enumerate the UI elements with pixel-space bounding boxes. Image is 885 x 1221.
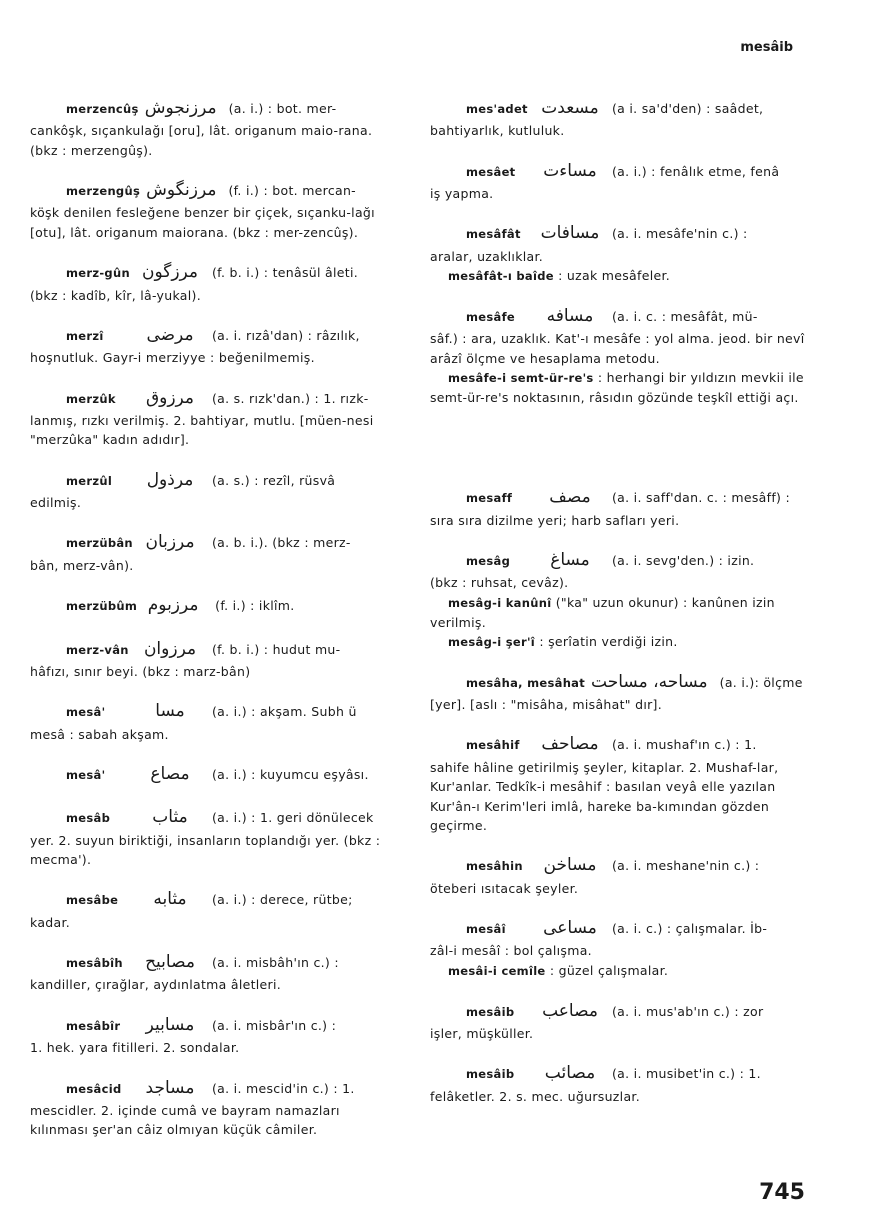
definition-start: (a. i.) : bot. mer- (228, 101, 337, 116)
sub-entry (430, 266, 806, 286)
headword: merzûk (66, 391, 116, 406)
definition-continuation: cankôşk, sıçankulağı [oru], lât. origanum maio-rana. (bkz : merzengûş). (30, 123, 373, 158)
definition-continuation: edilmiş. (30, 495, 82, 511)
entry-first-line (30, 636, 402, 662)
entry-first-line (430, 669, 806, 695)
sub-entry (430, 961, 806, 981)
headword: mesaff (466, 491, 513, 506)
entry-first-line (30, 761, 402, 787)
entry-first-line (430, 998, 806, 1024)
definition-start: (a. i.) : kuyumcu eşyâsı. (212, 766, 369, 782)
entry-first-line (30, 698, 402, 724)
definition-start: (f. i.) : iklîm. (215, 598, 295, 614)
entry-first-line (430, 547, 806, 573)
definition-start: (a. i.) : derece, rütbe; (212, 892, 353, 908)
definition-start: (a. i. mushaf'ın c.) : 1. (612, 737, 757, 753)
headword: merzübân (66, 536, 133, 551)
dictionary-entry (430, 547, 806, 652)
headword: merzûl (66, 473, 113, 488)
arabic-script: مثاب (152, 807, 188, 828)
definition-continuation: kadar. (30, 914, 71, 930)
definition-continuation: mesâ : sabah akşam. (30, 726, 169, 742)
arabic-script: مسافه (546, 305, 594, 326)
headword: merz-gûn (66, 266, 130, 281)
definition-continuation: köşk denilen fesleğene benzer bir çiçek, sıçanku-lağı [otu], lât. origanum maiorana. (bkz : mer-zencûş). (30, 205, 375, 240)
headword: mesâbîr (66, 1018, 121, 1033)
dictionary-entry (30, 886, 402, 932)
definition-continuation: lanmış, rızkı verilmiş. 2. bahtiyar, mutlu. [müen-nesi "merzûka" kadın adıdır]. (30, 412, 374, 448)
definition-start: (a. i. musibet'in c.) : 1. (612, 1066, 761, 1082)
headword: mesâfe (466, 309, 515, 324)
entry-first-line (30, 95, 402, 121)
headword: mesâib (466, 1067, 515, 1082)
arabic-script: مساغ (550, 549, 590, 570)
definition-continuation: (bkz : ruhsat, cevâz). (430, 575, 569, 591)
arabic-script: مصاع (150, 763, 190, 784)
headword: mesâî (466, 921, 506, 936)
left-column (30, 95, 402, 1157)
definition-continuation: felâketler. 2. s. mec. uğursuzlar. (430, 1088, 640, 1104)
entry-first-line (30, 804, 402, 830)
definition-continuation: bân, merz-vân). (30, 557, 134, 573)
arabic-script: مساءت (543, 160, 597, 181)
arabic-script: مثابه (153, 889, 187, 910)
headword: merzencûş (66, 102, 139, 116)
running-head: mesâib (740, 40, 793, 55)
dictionary-entry (430, 220, 806, 286)
arabic-script: مرزگون (141, 262, 199, 283)
arabic-script: مسعدت (541, 98, 599, 118)
headword: merz-vân (66, 642, 129, 657)
entry-first-line (430, 220, 806, 246)
entry-first-line (430, 852, 806, 878)
definition-continuation: zâl-i mesâî : bol çalışma. (430, 943, 592, 959)
entry-first-line (430, 158, 806, 184)
dictionary-entry (30, 95, 402, 160)
entry-first-line (30, 529, 402, 555)
definition-start: (a. i. misbâr'ın c.) : (212, 1017, 337, 1033)
sub-entry (430, 368, 806, 407)
definition-start: (a. i. meshane'nin c.) : (612, 858, 760, 874)
headword: mesâfât (466, 227, 521, 242)
dictionary-entry (30, 1012, 402, 1058)
definition-start: (a. i.) : akşam. Subh ü (212, 704, 357, 720)
definition-start: (a. i. saff'dan. c. : mesâff) : (612, 490, 790, 506)
definition-continuation: iş yapma. (430, 186, 494, 202)
definition-continuation: işler, müşküller. (430, 1025, 534, 1041)
arabic-script: مرزنگوش (146, 180, 217, 201)
dictionary-entry (430, 158, 806, 204)
definition-start: (a. i. mesâfe'nin c.) : (612, 226, 748, 242)
right-column (430, 95, 806, 1123)
definition-continuation: [yer]. [aslı : "misâha, misâhat" dır]. (430, 697, 663, 713)
sub-definition: : uzak mesâfeler. (558, 268, 671, 284)
definition-start: (a. i.): ölçme (719, 674, 803, 690)
entry-first-line (30, 1012, 402, 1038)
sub-headword: mesâg-i şer'î (448, 634, 536, 649)
definition-continuation: 1. hek. yara fitilleri. 2. sondalar. (30, 1040, 240, 1056)
entry-first-line (430, 731, 806, 757)
entry-first-line (30, 322, 402, 348)
arabic-script: مصاعب (542, 1000, 598, 1021)
headword: mesâ' (66, 767, 106, 782)
headword: mesâ' (66, 705, 106, 720)
definition-start: (a. i. misbâh'ın c.) : (212, 955, 339, 971)
definition-start: (a. i.) : 1. geri dönülecek (212, 810, 374, 826)
arabic-script: مسافات (540, 223, 600, 244)
entry-first-line (30, 1075, 402, 1101)
definition-continuation: öteberi ısıtacak şeyler. (430, 880, 579, 896)
definition-continuation: sıra sıra dizilme yeri; harb safları yeri. (430, 512, 680, 528)
headword: mesâg (466, 553, 511, 568)
definition-continuation: mescidler. 2. içinde cumâ ve bayram namazları kılınması şer'an câiz olmıyan küçük câmiler. (30, 1102, 340, 1138)
column-spacer (430, 424, 806, 484)
sub-definition: ("ka" uzun okunur) : kanûnen izin verilmiş. (430, 594, 775, 630)
definition-continuation: sahife hâline getirilmiş şeyler, kitaplar. 2. Mushaf-lar, Kur'anlar. Tedkîk-i mesâhif : basılan veyâ elle yazılan Kur'ân-ı Kerim'leri imlâ, hareke ba-kımından gözden geçirme. (430, 759, 779, 833)
entry-first-line (430, 1060, 806, 1086)
arabic-script: مسا (155, 701, 185, 722)
headword: mesâhif (466, 738, 520, 753)
arabic-script: مرزوان (143, 638, 197, 659)
entry-first-line (30, 259, 402, 285)
definition-start: (a. i. mus'ab'ın c.) : zor (612, 1003, 764, 1019)
arabic-script: مرضى (146, 324, 194, 345)
headword: merzübûm (66, 599, 138, 614)
arabic-script: مساجد (145, 1077, 195, 1098)
arabic-script: مسابير (145, 1014, 195, 1035)
definition-start: (a. b. i.). (bkz : merz- (212, 535, 351, 551)
dictionary-entry (430, 852, 806, 898)
definition-start: (a. i. c. : mesâfât, mü- (612, 308, 758, 324)
entry-first-line (430, 484, 806, 510)
dictionary-entry (430, 95, 806, 141)
definition-continuation: sâf.) : ara, uzaklık. Kat'-ı mesâfe : yol alma. jeod. bir nevî arâzî ölçme ve hesaplama metodu. (430, 331, 805, 366)
headword: merzengûş (66, 184, 141, 199)
dictionary-entry (30, 385, 402, 450)
dictionary-entry (430, 915, 806, 981)
arabic-script: مرزبوم (147, 595, 199, 616)
arabic-script: مرزنجوش (144, 98, 217, 118)
sub-entry (430, 593, 806, 632)
headword: mesâha, mesâhat (466, 675, 586, 690)
arabic-script: مرذول (146, 469, 194, 490)
dictionary-entry (430, 998, 806, 1044)
definition-continuation: (bkz : kadîb, kîr, lâ-yukal). (30, 287, 201, 303)
dictionary-entry (430, 669, 806, 715)
definition-start: (a. i. sevg'den.) : izin. (612, 552, 755, 568)
dictionary-entry (30, 636, 402, 682)
arabic-script: مساحه، مساحت (591, 671, 708, 692)
headword: mesâib (466, 1004, 515, 1019)
dictionary-entry (430, 731, 806, 835)
dictionary-entry (430, 1060, 806, 1106)
definition-start: (a. i. rızâ'dan) : râzılık, (212, 327, 360, 343)
entry-first-line (30, 177, 402, 203)
definition-start: (a. s. rızk'dan.) : 1. rızk- (212, 390, 369, 406)
sub-headword: mesâi-i cemîle (448, 963, 546, 978)
sub-headword: mesâfât-ı baîde (448, 269, 554, 284)
definition-continuation: yer. 2. suyun biriktiği, insanların toplandığı yer. (bkz : mecma'). (30, 832, 381, 867)
dictionary-entry (30, 322, 402, 368)
entry-first-line (30, 385, 402, 411)
headword: mesâet (466, 164, 516, 179)
dictionary-entry (30, 1075, 402, 1140)
dictionary-entry (430, 484, 806, 530)
sub-entry (430, 632, 806, 652)
arabic-script: مساعى (543, 917, 597, 938)
arabic-script: مرزوق (145, 387, 195, 408)
headword: mesâbe (66, 893, 119, 908)
definition-continuation: kandiller, çırağlar, aydınlatma âletleri. (30, 977, 282, 993)
definition-start: (f. i.) : bot. mercan- (228, 183, 356, 199)
entry-first-line (30, 949, 402, 975)
headword: mesâbîh (66, 956, 123, 971)
sub-definition: : güzel çalışmalar. (549, 962, 669, 978)
sub-definition: : şerîatin verdiği izin. (539, 633, 678, 649)
definition-continuation: aralar, uzaklıklar. (430, 248, 544, 264)
dictionary-entry (30, 592, 402, 618)
headword: mes'adet (466, 102, 528, 116)
definition-continuation: hoşnutluk. Gayr-i merziyye : beğenilmemiş. (30, 350, 315, 366)
arabic-script: مصائب (544, 1063, 596, 1084)
sub-headword: mesâg-i kanûnî (448, 595, 552, 610)
dictionary-entry (30, 177, 402, 242)
definition-start: (a i. sa'd'den) : saâdet, (612, 101, 764, 116)
entry-first-line (30, 467, 402, 493)
arabic-script: مصابيح (145, 952, 195, 973)
dictionary-entry (30, 529, 402, 575)
definition-start: (f. b. i.) : hudut mu- (212, 641, 341, 657)
entry-first-line (30, 886, 402, 912)
definition-continuation: bahtiyarlık, kutluluk. (430, 123, 565, 139)
dictionary-entry (30, 698, 402, 744)
sub-headword: mesâfe-i semt-ür-re's (448, 371, 594, 386)
definition-start: (a. i. mescid'in c.) : 1. (212, 1080, 355, 1096)
headword: mesâb (66, 811, 111, 826)
definition-start: (f. b. i.) : tenâsül âleti. (212, 265, 359, 281)
dictionary-entry (30, 804, 402, 869)
headword: mesâhin (466, 859, 523, 874)
definition-start: (a. i.) : fenâlık etme, fenâ (612, 163, 780, 179)
arabic-script: مرزبان (145, 532, 195, 553)
dictionary-entry (30, 949, 402, 995)
dictionary-entry (30, 761, 402, 787)
arabic-script: مصاحف (541, 734, 599, 755)
entry-first-line (30, 592, 402, 618)
dictionary-entry (30, 259, 402, 305)
sub-definition: : herhangi bir yıldızın mevkii ile semt-ür-re's noktasının, râsıdın gözünde teşkîl ettiği açı. (430, 370, 804, 405)
headword: merzî (66, 328, 104, 343)
dictionary-entry (430, 303, 806, 407)
arabic-script: مساخن (543, 855, 597, 876)
entry-first-line (430, 303, 806, 329)
definition-start: (a. i. c.) : çalışmalar. İb- (612, 920, 768, 936)
page-number: 745 (759, 1180, 805, 1205)
headword: mesâcid (66, 1081, 122, 1096)
dictionary-entry (30, 467, 402, 513)
entry-first-line (430, 915, 806, 941)
entry-first-line (430, 95, 806, 121)
definition-start: (a. s.) : rezîl, rüsvâ (212, 472, 336, 488)
arabic-script: مصف (549, 487, 591, 508)
definition-continuation: hâfızı, sınır beyi. (bkz : marz-bân) (30, 663, 251, 679)
